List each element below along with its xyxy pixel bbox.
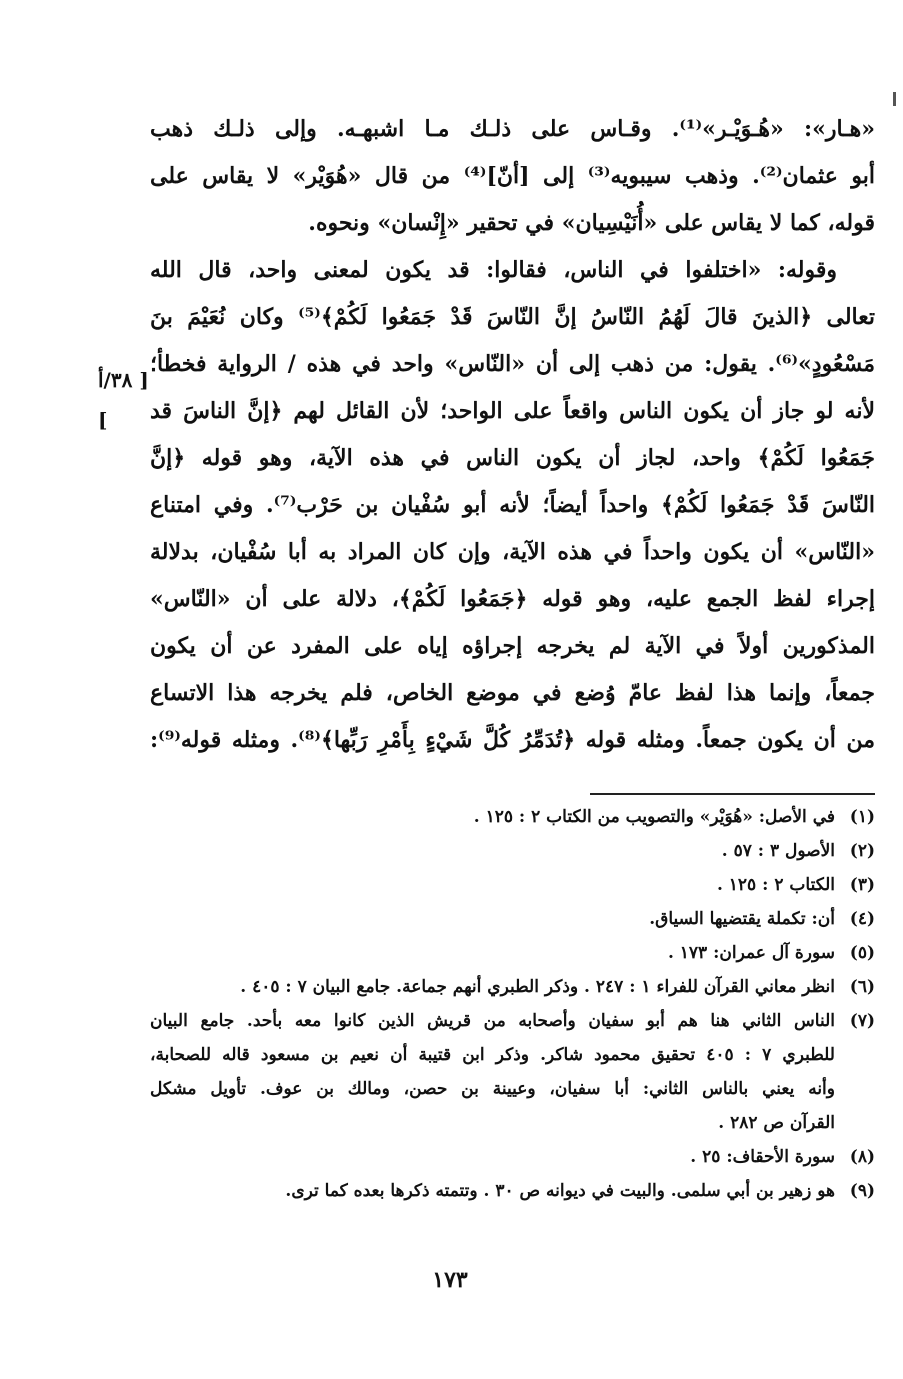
body-line: أبو عثمان⁽²⁾. وذهب سيبويه⁽³⁾ إلى [أنّ]⁽⁴⁾ من قال «هُوَيْر» لا يقاس على — [150, 163, 875, 189]
footnote — [150, 834, 875, 868]
footnote-text: الأصول ٣ : ٥٧ . — [721, 841, 835, 861]
footnote-text: هو زهير بن أبي سلمى. والبيت في ديوانه ص ٣٠ . وتتمته ذكرها بعده كما ترى. — [285, 1181, 835, 1201]
footnote-number: (٢) — [849, 841, 875, 861]
footnote — [150, 936, 875, 970]
body-line: جَمَعُوا لَكُمْ﴾ واحد، لجاز أن يكون الناس في هذه الآية، وهو قوله ﴿إنَّ — [150, 445, 875, 471]
footnote-text: وأنه يعني بالناس الثاني: أبا سفيان، وعيينة بن حصن، ومالك بن عوف. تأويل مشكل — [150, 1079, 835, 1099]
footnote-number: (٩) — [849, 1181, 875, 1201]
footnote-text: أن: تكملة يقتضيها السياق. — [649, 909, 835, 929]
body-line: إجراء لفظ الجمع عليه، وهو قوله ﴿جَمَعُوا لَكُمْ﴾، دلالة على أن «النّاس» — [150, 586, 875, 612]
body-line: المذكورين أولاً في الآية لم يخرجه إجراؤه إياه على المفرد عن أن يكون — [150, 633, 875, 659]
body-line: من أن يكون جمعاً. ومثله قوله ﴿تُدَمِّرُ كُلَّ شَيْءٍ بِأَمْرِ رَبِّها﴾⁽⁸⁾. ومثله قوله⁽⁹⁾: — [150, 727, 875, 753]
footnote — [150, 868, 875, 902]
footnote — [150, 1004, 875, 1140]
footnote-text: سورة الأحقاف: ٢٥ . — [690, 1147, 835, 1167]
footnotes — [150, 800, 875, 1208]
footnote-text: في الأصل: «هُوَيْر» والتصويب من الكتاب ٢ : ١٢٥ . — [473, 807, 835, 827]
main-text — [150, 106, 875, 764]
footnote-number: (٣) — [849, 875, 875, 895]
manuscript-folio-marker: [ ٣٨/أ ] — [98, 368, 149, 432]
footnote — [150, 800, 875, 834]
scan-edge-mark — [893, 92, 896, 106]
page-number: ١٧٣ — [432, 1267, 468, 1293]
footnote-text: سورة آل عمران: ١٧٣ . — [667, 943, 835, 963]
footnote-separator — [590, 793, 875, 795]
body-line: وقوله: «اختلفوا في الناس، فقالوا: قد يكون لمعنى واحد، قال الله — [150, 257, 837, 283]
body-line: قوله، كما لا يقاس على «أُنَيْسِيان» في تحقير «إِنْسان» ونحوه. — [308, 210, 875, 236]
footnote — [150, 970, 875, 1004]
footnote-number: (٨) — [849, 1147, 875, 1167]
footnote — [150, 902, 875, 936]
body-line: تعالى ﴿الذينَ قالَ لَهُمُ النّاسُ إنَّ النّاسَ قَدْ جَمَعُوا لَكُمْ﴾⁽⁵⁾ وكان نُعَيْمَ بنَ — [150, 304, 875, 330]
body-line: جمعاً، وإنما هذا لفظ عامّ وُضع في موضع الخاص، فلم يخرجه هذا الاتساع — [150, 680, 875, 706]
footnote-number: (٧) — [849, 1011, 875, 1031]
footnote-text: للطبري ٧ : ٤٠٥ تحقيق محمود شاكر. وذكر ابن قتيبة أن نعيم بن مسعود قاله للصحابة، — [150, 1045, 835, 1065]
footnote — [150, 1174, 875, 1208]
body-line: «النّاس» أن يكون واحداً في هذه الآية، وإن كان المراد به أبا سُفْيان، بدلالة — [150, 539, 875, 565]
footnote-number: (٥) — [849, 943, 875, 963]
footnote-text: انظر معاني القرآن للفراء ١ : ٢٤٧ . وذكر الطبري أنهم جماعة. جامع البيان ٧ : ٤٠٥ . — [240, 977, 835, 997]
body-line: النّاسَ قَدْ جَمَعُوا لَكُمْ﴾ واحداً أيضاً؛ لأنه أبو سُفْيان بن حَرْب⁽⁷⁾. وفي امتناع — [150, 492, 875, 518]
footnote-number: (٤) — [849, 909, 875, 929]
footnote-text: القرآن ص ٢٨٢ . — [718, 1113, 835, 1133]
footnote — [150, 1140, 875, 1174]
footnote-number: (٦) — [849, 977, 875, 997]
footnote-text: الناس الثاني هنا هم أبو سفيان وأصحابه من قريش الذين كانوا معه بأحد. جامع البيان — [150, 1011, 835, 1031]
body-line: مَسْعُودٍ»⁽⁶⁾. يقول: من ذهب إلى أن «النّاس» واحد في هذه / الرواية فخطأ؛ — [150, 351, 875, 377]
footnote-text: الكتاب ٢ : ١٢٥ . — [716, 875, 835, 895]
footnote-number: (١) — [849, 807, 875, 827]
body-line: «هـار»: «هُـوَيْـر»⁽¹⁾. وقـاس على ذلـك مـا اشبهـه. وإلى ذلـك ذهب — [150, 116, 875, 142]
body-line: لأنه لو جاز أن يكون الناس واقعاً على الواحد؛ لأن القائل لهم ﴿إنَّ الناسَ قد — [150, 398, 875, 424]
